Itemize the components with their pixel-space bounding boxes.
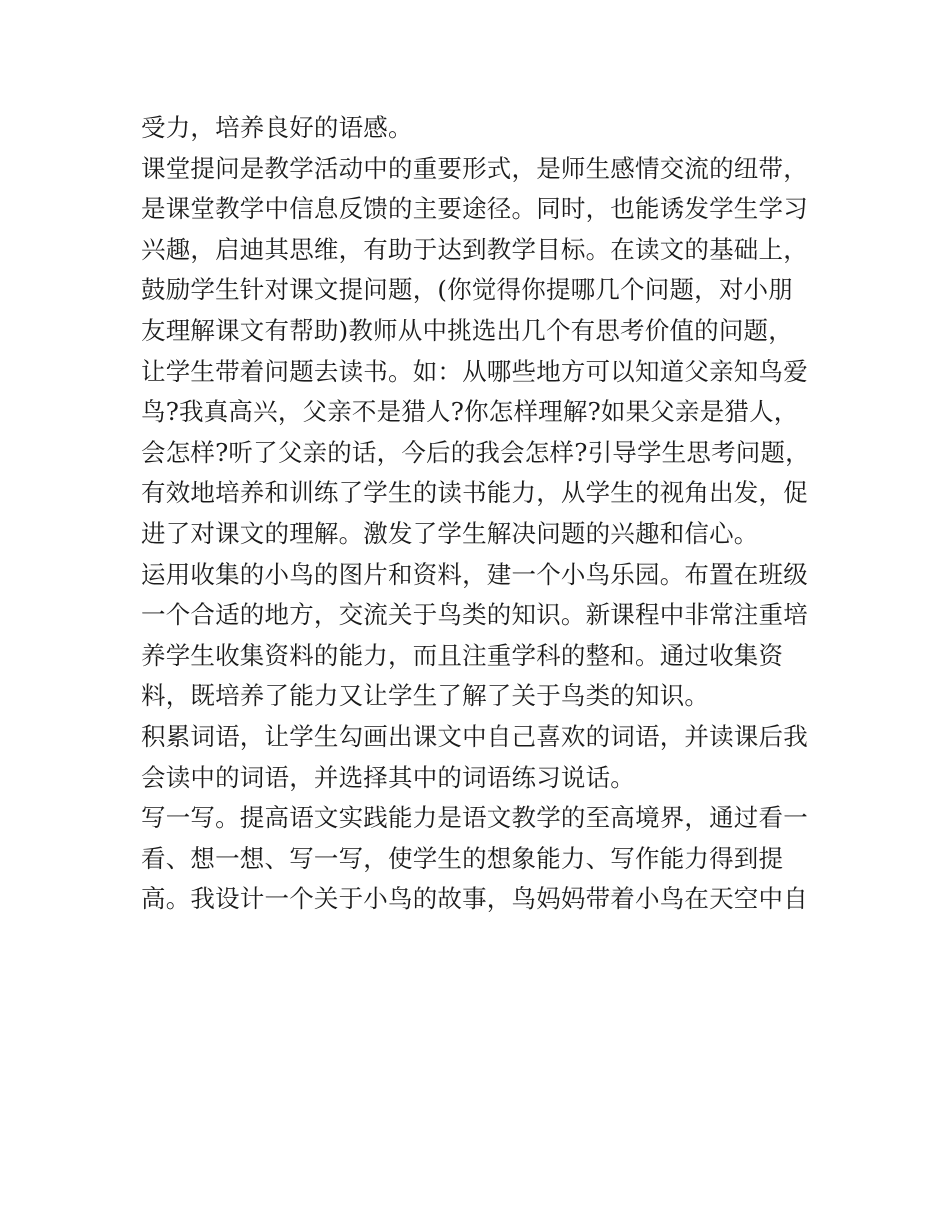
- text-line: 鸟?我真高兴，父亲不是猎人?你怎样理解?如果父亲是猎人，: [141, 397, 799, 427]
- text-line: 养学生收集资料的能力，而且注重学科的整和。通过收集资: [141, 640, 784, 670]
- text-line: 积累词语，让学生勾画出课文中自己喜欢的词语，并读课后我: [141, 721, 808, 751]
- text-line: 写一写。提高语文实践能力是语文教学的至高境界，通过看一: [141, 803, 808, 833]
- text-line: 是课堂教学中信息反馈的主要途径。同时，也能诱发学生学习: [141, 194, 808, 224]
- text-line: 友理解课文有帮助)教师从中挑选出几个有思考价值的问题，: [141, 315, 793, 345]
- text-line: 会怎样?听了父亲的话，今后的我会怎样?引导学生思考问题，: [141, 437, 810, 467]
- text-line: 受力，培养良好的语感。: [141, 113, 413, 142]
- text-line: 看、想一想、写一写，使学生的想象能力、写作能力得到提: [141, 843, 784, 873]
- text-line: 鼓励学生针对课文提问题，(你觉得你提哪几个问题，对小朋: [141, 275, 793, 305]
- text-line: 运用收集的小鸟的图片和资料，建一个小鸟乐园。布置在班级: [141, 559, 808, 589]
- text-line: 兴趣，启迪其思维，有助于达到教学目标。在读文的基础上，: [141, 234, 808, 264]
- text-line: 高。我设计一个关于小鸟的故事，鸟妈妈带着小鸟在天空中自: [141, 884, 808, 914]
- text-line: 料，既培养了能力又让学生了解了关于鸟类的知识。: [141, 681, 710, 711]
- body-text: [141, 108, 821, 920]
- text-line: 一个合适的地方，交流关于鸟类的知识。新课程中非常注重培: [141, 600, 808, 630]
- text-line: 会读中的词语，并选择其中的词语练习说话。: [141, 762, 635, 792]
- text-line: 进了对课文的理解。激发了学生解决问题的兴趣和信心。: [141, 518, 759, 548]
- text-line: 有效地培养和训练了学生的读书能力，从学生的视角出发，促: [141, 478, 808, 508]
- text-line: 让学生带着问题去读书。如：从哪些地方可以知道父亲知鸟爱: [141, 356, 808, 386]
- text-line: 课堂提问是教学活动中的重要形式，是师生感情交流的纽带，: [141, 153, 808, 183]
